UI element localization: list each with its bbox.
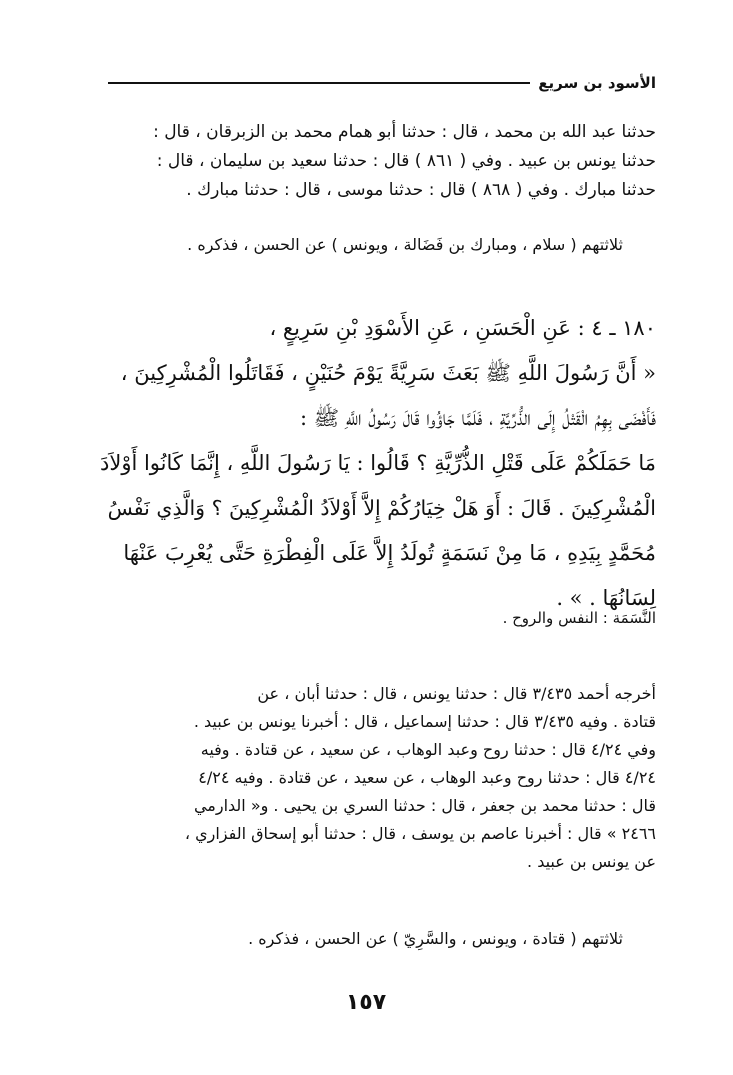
page-number: ١٥٧ — [345, 990, 387, 1015]
takhrij-line: أخرجه أحمد ٣/٤٣٥ قال : حدثنا يونس ، قال : حدثنا أبان ، عن — [257, 684, 656, 703]
hadith-line: مُحَمَّدٍ بِيَدِهِ ، مَا مِنْ نَسَمَةٍ تُولَدُ إِلاَّ عَلَى الْفِطْرَةِ حَتَّى يُعْرِبَ عَنْهَا — [123, 541, 656, 565]
takhrij-line: قتادة . وفيه ٣/٤٣٥ قال : حدثنا إسماعيل ، قال : أخبرنا يونس بن عبيد . — [193, 712, 656, 731]
hadith-line: الْمُشْرِكِينَ . قَالَ : أَوَ هَلْ خِيَارُكُمْ إِلاَّ أَوْلاَدُ الْمُشْرِكِينَ ؟ وَالَّذِي نَفْسُ — [107, 496, 656, 520]
hadith-heading: ١٨٠ ـ ٤ : عَنِ الْحَسَنِ ، عَنِ الأَسْوَدِ بْنِ سَرِيعٍ ، — [269, 316, 656, 340]
gloss-line: النَّسَمَة : النفس والروح . — [502, 609, 656, 627]
sanad-line: حدثنا يونس بن عبيد . وفي ( ٨٦١ ) قال : حدثنا سعيد بن سليمان ، قال : — [156, 151, 656, 171]
hadith-line: لِسَانُهَا . » . — [556, 586, 656, 610]
chain-summary-1 — [83, 232, 623, 258]
takhrij-line: عن يونس بن عبيد . — [527, 852, 656, 871]
summary-line: ثلاثتهم ( قتادة ، ويونس ، والسَّرِيّ ) عن الحسن ، فذكره . — [248, 929, 623, 948]
running-title: الأسود بن سريع — [538, 74, 656, 92]
summary-line: ثلاثتهم ( سلام ، ومبارك بن فَضَالة ، ويونس ) عن الحسن ، فذكره . — [187, 235, 623, 254]
gloss-note — [96, 606, 656, 630]
header-rule — [108, 82, 530, 84]
takhrij-line: قال : حدثنا محمد بن جعفر ، قال : حدثنا السري بن يحيى . و« الدارمي — [193, 796, 656, 815]
hadith-line: « أَنَّ رَسُولَ اللَّهِ ﷺ بَعَثَ سَرِيَّةً يَوْمَ حُنَيْنٍ ، فَقَاتَلُوا الْمُشْرِكِينَ ، — [120, 361, 656, 385]
running-header — [108, 74, 656, 92]
takhrij-line: ٤/٢٤ قال : حدثنا روح وعبد الوهاب ، عن سعيد ، عن قتادة . وفيه ٤/٢٤ — [198, 768, 656, 787]
chain-summary-2 — [83, 926, 623, 952]
takhrij-paragraph — [96, 680, 656, 876]
hadith-text — [96, 306, 656, 621]
takhrij-line: وفي ٤/٢٤ قال : حدثنا روح وعبد الوهاب ، عن سعيد ، عن قتادة . وفيه — [200, 740, 656, 759]
hadith-line: فَأَفْضَى بِهِمُ الْقَتْلُ إِلَى الذُّرِّيَّةِ ، فَلَمَّا جَاؤُوا قَالَ رَسُولُ اللَّهِ ﷺ : — [300, 406, 656, 430]
sanad-line: حدثنا مبارك . وفي ( ٨٦٨ ) قال : حدثنا موسى ، قال : حدثنا مبارك . — [186, 180, 656, 200]
hadith-line: مَا حَمَلَكُمْ عَلَى قَتْلِ الذُّرِّيَّةِ ؟ قَالُوا : يَا رَسُولَ اللَّهِ ، إِنَّمَا كَانُوا أَوْلاَدَ — [99, 451, 656, 475]
takhrij-line: ٢٤٦٦ » قال : أخبرنا عاصم بن يوسف ، قال : حدثنا أبو إسحاق الفزاري ، — [184, 824, 656, 843]
sanad-line: حدثنا عبد الله بن محمد ، قال : حدثنا أبو همام محمد بن الزبرقان ، قال : — [153, 122, 656, 142]
sanad-paragraph — [96, 118, 656, 205]
